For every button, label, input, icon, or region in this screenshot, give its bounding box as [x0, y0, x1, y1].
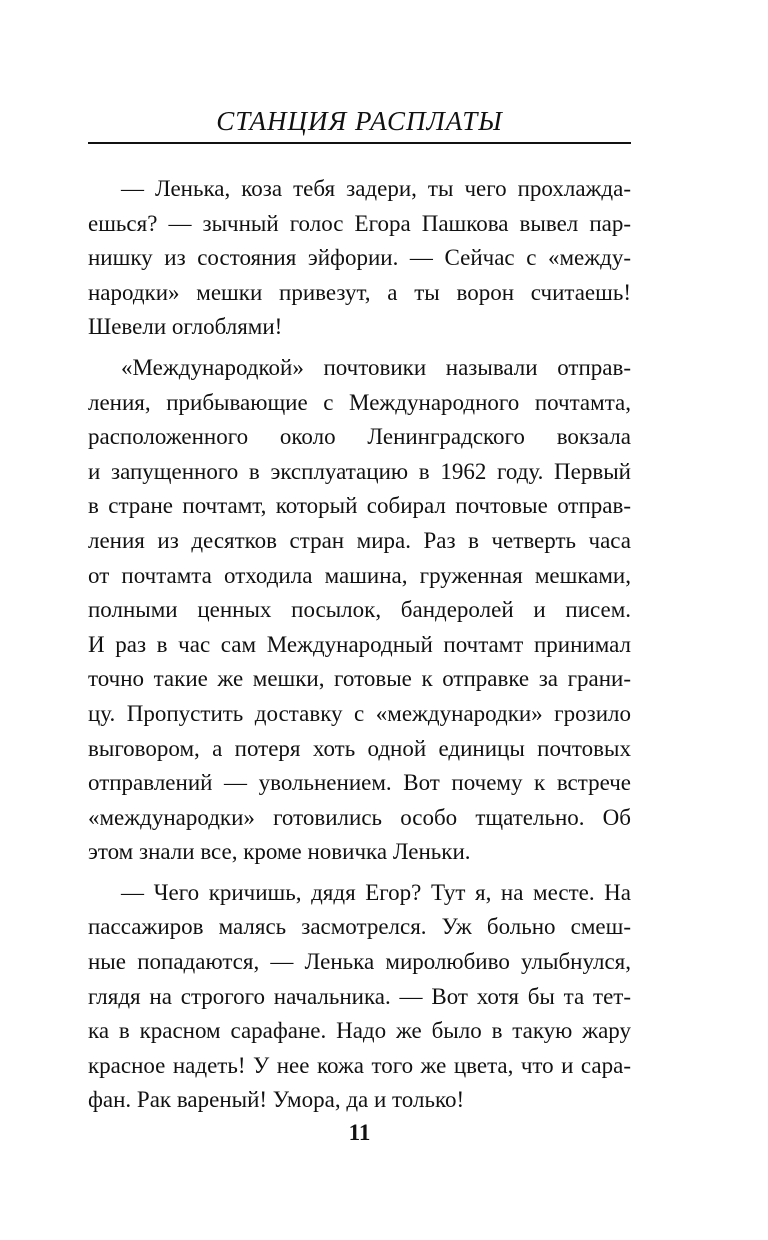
- text-line: ка в красном сарафане. Надо же было в такую жару: [88, 1018, 631, 1044]
- text-line: фан. Рак вареный! Умора, да и только!: [88, 1087, 465, 1113]
- text-line: И раз в час сам Международный почтамт принимал: [88, 631, 631, 657]
- text-line: в стране почтамт, который собирал почтовые отправ-: [88, 493, 631, 519]
- text-line: цу. Пропустить доставку с «международки» грозило: [88, 700, 631, 726]
- text-line: отправлений — увольнением. Вот почему к встрече: [88, 770, 631, 796]
- text-line: ления из десятков стран мира. Раз в четверть часа: [88, 527, 631, 553]
- text-line: красное надеть! У нее кожа того же цвета, что и сара-: [88, 1052, 631, 1078]
- paragraph: [88, 876, 631, 1118]
- text-line: и запущенного в эксплуатацию в 1962 году. Первый: [88, 458, 631, 484]
- text-line: ные попадаются, — Ленька миролюбиво улыбнулся,: [88, 949, 631, 975]
- page-number: 11: [348, 1120, 371, 1145]
- text-line: этом знали все, кроме новичка Леньки.: [88, 839, 471, 865]
- text-line: нишку из состояния эйфории. — Сейчас с «между-: [88, 245, 631, 271]
- text-line: — Ленька, коза тебя задери, ты чего прохлажда-: [121, 176, 631, 201]
- text-line: Шевели оглоблями!: [88, 314, 283, 340]
- paragraph: [88, 351, 631, 870]
- text-line: выговором, а потеря хоть одной единицы почтовых: [88, 735, 631, 761]
- text-line: ешься? — зычный голос Егора Пашкова вывел пар-: [88, 210, 631, 236]
- running-head: СТАНЦИЯ РАСПЛАТЫ: [216, 106, 503, 136]
- text-line: народки» мешки привезут, а ты ворон считаешь!: [88, 279, 631, 305]
- text-line: глядя на строгого начальника. — Вот хотя бы та тет-: [88, 983, 631, 1009]
- text-line: ления, прибывающие с Международного почтамта,: [88, 389, 631, 415]
- header-rule: [88, 142, 631, 144]
- body-text: [88, 172, 631, 1124]
- text-line: от почтамта отходила машина, груженная мешками,: [88, 562, 631, 588]
- text-line: полными ценных посылок, бандеролей и писем.: [88, 597, 631, 623]
- text-line: — Чего кричишь, дядя Егор? Тут я, на месте. На: [121, 879, 631, 905]
- text-line: «международки» готовились особо тщательно. Об: [88, 804, 631, 830]
- text-line: точно такие же мешки, готовые к отправке за грани-: [88, 666, 631, 692]
- text-line: расположенного около Ленинградского вокзала: [88, 424, 631, 450]
- text-line: пассажиров малясь засмотрелся. Уж больно смеш-: [88, 914, 631, 940]
- paragraph: [88, 172, 631, 345]
- text-line: «Международкой» почтовики называли отправ-: [121, 354, 631, 380]
